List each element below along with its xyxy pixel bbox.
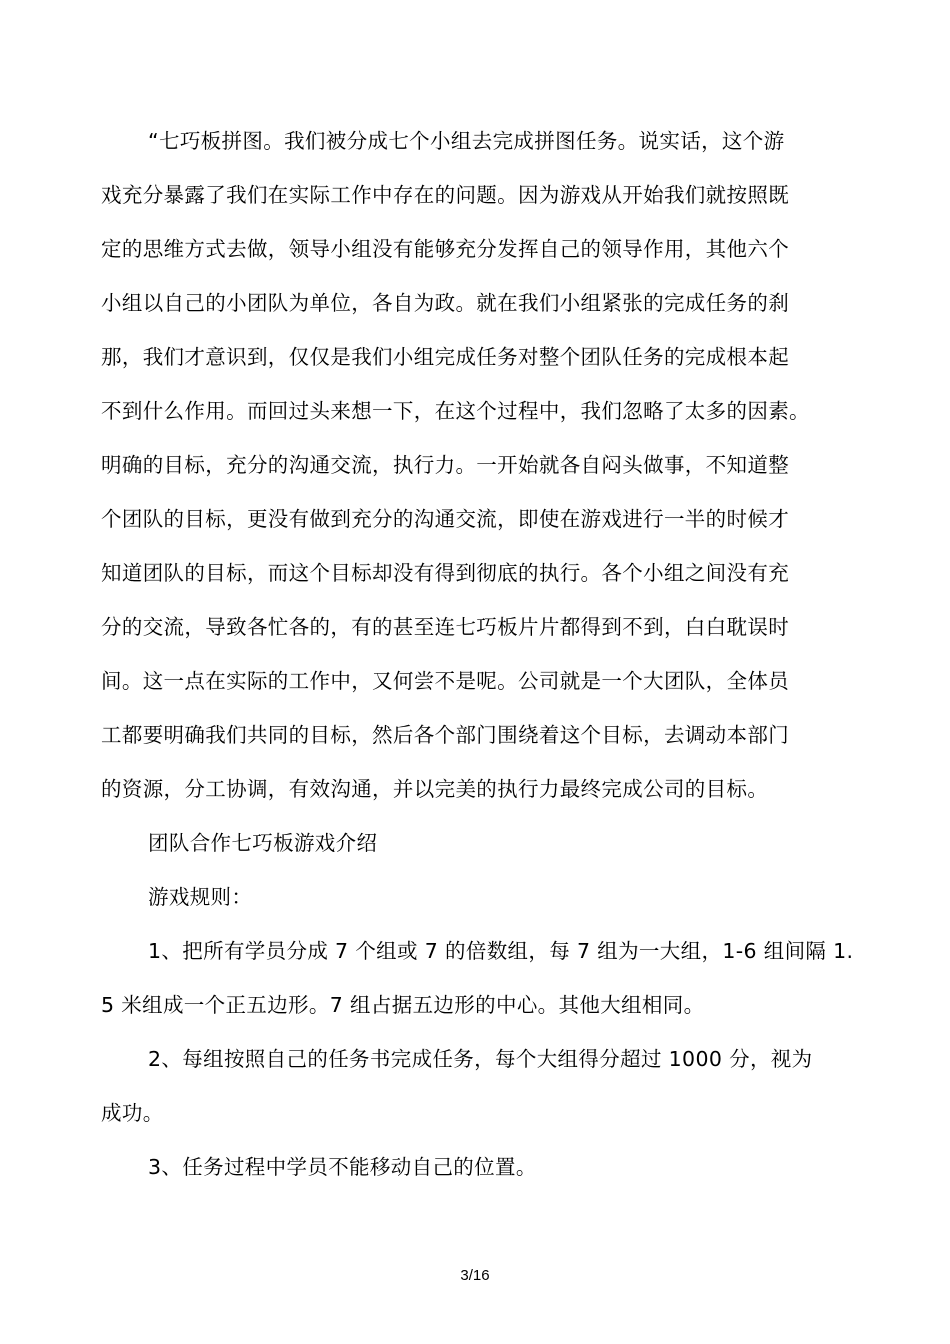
- text-line: 工都要明确我们共同的目标，然后各个部门围绕着这个目标，去调动本部门: [101, 723, 790, 747]
- text-line: 2、每组按照自己的任务书完成任务，每个大组得分超过 1000 分，视为: [148, 1047, 813, 1071]
- text-line: 戏充分暴露了我们在实际工作中存在的问题。因为游戏从开始我们就按照既: [101, 183, 790, 207]
- rule-item-3: 3、任务过程中学员不能移动自己的位置。: [148, 1155, 537, 1179]
- text-line: 间。这一点在实际的工作中，又何尝不是呢。公司就是一个大团队，全体员: [101, 669, 790, 693]
- text-line: 定的思维方式去做，领导小组没有能够充分发挥自己的领导作用，其他六个: [101, 237, 790, 261]
- text-line: 1、把所有学员分成 7 个组或 7 的倍数组，每 7 组为一大组，1-6 组间隔 1.: [148, 939, 854, 963]
- text-line: 不到什么作用。而回过头来想一下，在这个过程中，我们忽略了太多的因素。: [101, 399, 810, 423]
- text-line: 分的交流，导致各忙各的，有的甚至连七巧板片片都得到不到，白白耽误时: [101, 615, 790, 639]
- text-line: 知道团队的目标，而这个目标却没有得到彻底的执行。各个小组之间没有充: [101, 561, 790, 585]
- text-line: 的资源，分工协调，有效沟通，并以完美的执行力最终完成公司的目标。: [101, 777, 769, 801]
- section-title: 团队合作七巧板游戏介绍: [148, 831, 378, 855]
- rules-heading: 游戏规则：: [148, 885, 253, 909]
- text-line: 那，我们才意识到，仅仅是我们小组完成任务对整个团队任务的完成根本起: [101, 345, 790, 369]
- page-number: 3/16: [460, 1267, 490, 1284]
- text-line: 明确的目标，充分的沟通交流，执行力。一开始就各自闷头做事，不知道整: [101, 453, 790, 477]
- text-line: “七巧板拼图。我们被分成七个小组去完成拼图任务。说实话，这个游: [148, 129, 785, 153]
- text-line: 5 米组成一个正五边形。7 组占据五边形的中心。其他大组相同。: [101, 993, 705, 1017]
- text-line: 成功。: [101, 1101, 164, 1125]
- text-line: 小组以自己的小团队为单位，各自为政。就在我们小组紧张的完成任务的刹: [101, 291, 790, 315]
- text-line: 个团队的目标，更没有做到充分的沟通交流，即使在游戏进行一半的时候才: [101, 507, 790, 531]
